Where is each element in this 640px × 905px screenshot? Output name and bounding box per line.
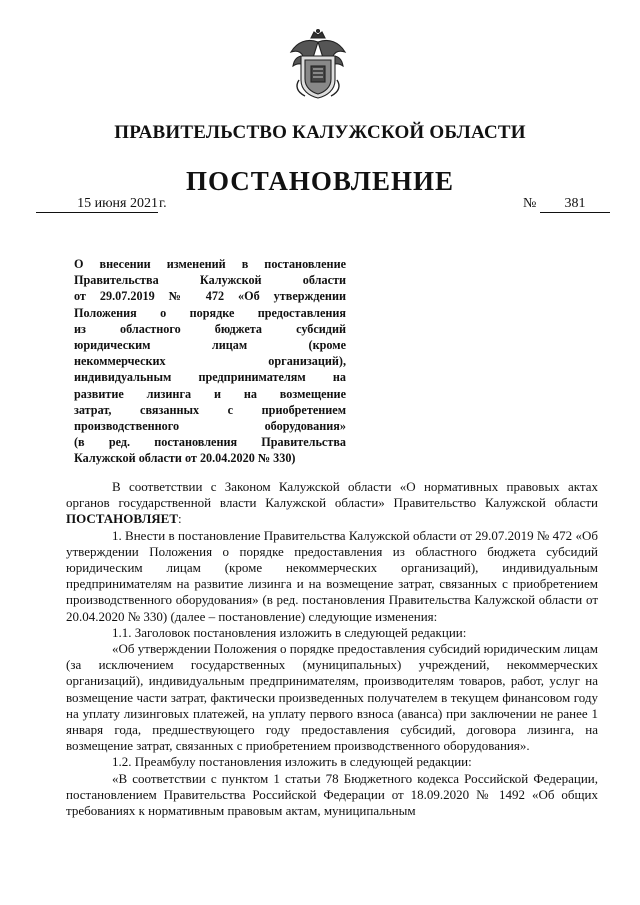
decree-keyword: ПОСТАНОВЛЯЕТ — [66, 511, 178, 527]
document-date: 15 июня 2021 — [36, 196, 158, 213]
document-body — [66, 479, 598, 819]
heading-line: из областного бюджета субсидий — [74, 321, 346, 336]
paragraph-1-1: 1.1. Заголовок постановления изложить в следующей редакции: — [112, 624, 467, 640]
paragraph-1-2-quote: «В соответствии с пунктом 1 статьи 78 Бюджетного кодекса Российской Федерации, постановлением Правительства Российской Федерации от 18.09.2020 № 1492 «Об общих требованиях к нормативным правовым актам, муниципальным — [66, 770, 598, 819]
government-title: ПРАВИТЕЛЬСТВО КАЛУЖСКОЙ ОБЛАСТИ — [114, 122, 526, 143]
intro-text: В соответствии с Законом Калужской области «О нормативных правовых актах органов государственной власти Калужской области» Правительство Калужской области — [66, 479, 598, 511]
number-label: № — [523, 196, 537, 211]
heading-line: некоммерческих организаций), — [74, 354, 346, 369]
heading-line: Калужской области от 20.04.2020 № 330) — [74, 451, 296, 466]
date-suffix: г. — [159, 196, 167, 211]
paragraph-1: 1. Внести в постановление Правительства Калужской области от 29.07.2019 № 472 «Об утверждении Положения о порядке предоставления из областного бюджета субсидий юридическим лицам (кроме некоммерческих организаций), индивидуальным предпринимателям на развитие лизинга и на возмещение затрат, связанных с приобретением производственного оборудования» (в ред. постановления Правительства Калужской области от 20.04.2020 № 330) (далее – постановление) следующие изменения: — [66, 527, 598, 624]
heading-line: производственного оборудования» — [74, 419, 346, 434]
document-number: 381 — [540, 196, 610, 213]
heading-line: индивидуальным предпринимателям на — [74, 370, 346, 385]
heading-line: затрат, связанных с приобретением — [74, 402, 346, 417]
heading-line: Положения о порядке предоставления — [74, 305, 346, 320]
resolution-heading — [74, 256, 346, 467]
heading-line: О внесении изменений в постановление — [74, 257, 346, 271]
intro-end: : — [178, 511, 182, 527]
coat-of-arms-emblem — [287, 28, 349, 100]
heading-line: (в ред. постановления Правительства — [74, 435, 346, 450]
document-type-title: ПОСТАНОВЛЕНИЕ — [185, 166, 455, 196]
paragraph-1-2: 1.2. Преамбулу постановления изложить в следующей редакции: — [112, 754, 472, 770]
heading-line: от 29.07.2019 № 472 «Об утверждении — [74, 289, 346, 304]
heading-line: Правительства Калужской области — [74, 273, 346, 288]
paragraph-1-1-quote: «Об утверждении Положения о порядке предоставления субсидий юридическим лицам (за исключением государственных (муниципальных) учреждений, некоммерческих организаций), индивидуальным предпринимателям, производителям товаров, работ, услуг на возмещение части затрат, фактически произведенных получателем в текущем финансовом году на уплату лизинговых платежей, на уплату первого взноса (аванса) при заключении не ранее 1 января года, предшествующего году предоставления субсидий, договора лизинга, на возмещение затрат, связанных с приобретением производственного оборудования». — [66, 641, 598, 754]
heading-line: юридическим лицам (кроме — [74, 338, 346, 353]
heading-line: развитие лизинга и на возмещение — [74, 386, 346, 401]
intro-paragraph — [66, 479, 598, 528]
